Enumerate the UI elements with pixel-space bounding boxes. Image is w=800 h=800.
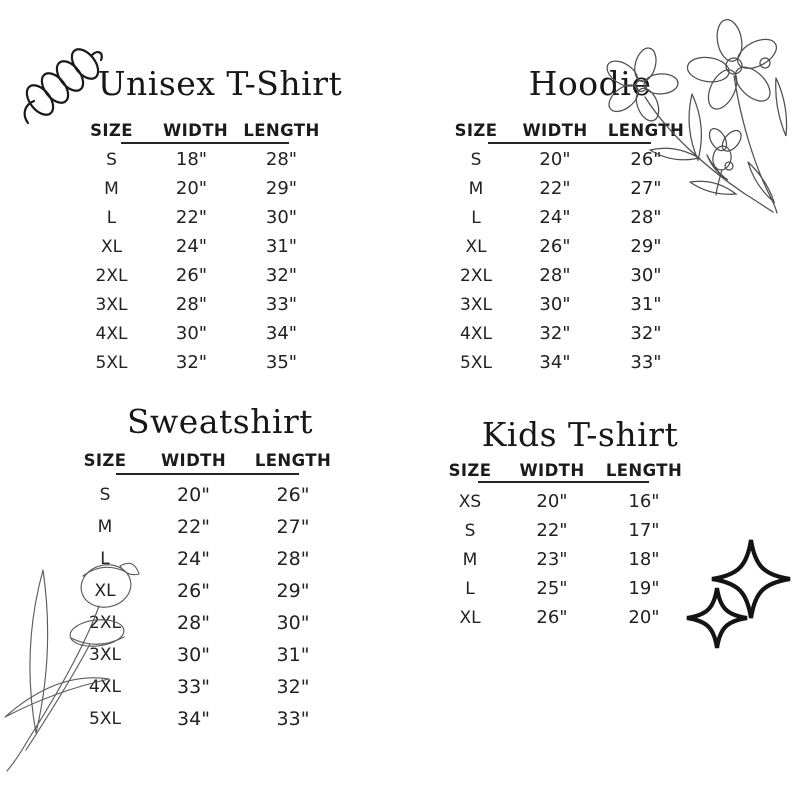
length-cell: 30" bbox=[276, 612, 310, 634]
table-header-row bbox=[430, 460, 750, 480]
size-cell: XL bbox=[100, 236, 123, 257]
size-row bbox=[60, 671, 380, 703]
table-header-row bbox=[60, 450, 380, 470]
length-cell: 26" bbox=[630, 149, 662, 170]
length-cell: 33" bbox=[630, 352, 662, 373]
size-row bbox=[60, 203, 380, 232]
width-cell: 20" bbox=[539, 149, 571, 170]
size-row bbox=[430, 574, 750, 603]
length-cell: 31" bbox=[265, 236, 298, 257]
width-cell: 20" bbox=[175, 178, 208, 199]
length-cell: 28" bbox=[630, 207, 662, 228]
size-cell: 5XL bbox=[89, 709, 121, 729]
table-title: Kids T-shirt bbox=[481, 415, 679, 454]
size-cell: L bbox=[471, 207, 481, 228]
length-cell: 30" bbox=[630, 265, 662, 286]
length-cell: 29" bbox=[630, 236, 662, 257]
width-cell: 22" bbox=[536, 520, 568, 541]
width-column-header: WIDTH bbox=[519, 460, 585, 480]
width-cell: 28" bbox=[175, 294, 208, 315]
length-cell: 26" bbox=[276, 484, 310, 506]
size-column-header: SIZE bbox=[83, 450, 127, 470]
size-cell: 4XL bbox=[95, 323, 128, 344]
length-cell: 27" bbox=[276, 516, 310, 538]
width-cell: 26" bbox=[536, 607, 568, 628]
size-cell: 2XL bbox=[89, 613, 121, 633]
length-cell: 32" bbox=[276, 676, 310, 698]
length-cell: 29" bbox=[276, 580, 310, 602]
width-cell: 26" bbox=[539, 236, 571, 257]
size-row bbox=[60, 639, 380, 671]
length-column-header: LENGTH bbox=[243, 120, 320, 140]
size-cell: S bbox=[470, 149, 482, 170]
width-cell: 24" bbox=[177, 548, 210, 570]
size-cell: S bbox=[464, 520, 476, 541]
size-row bbox=[430, 348, 750, 377]
length-cell: 27" bbox=[630, 178, 662, 199]
width-cell: 34" bbox=[177, 708, 210, 730]
length-cell: 31" bbox=[276, 644, 310, 666]
size-row bbox=[60, 348, 380, 377]
length-cell: 32" bbox=[265, 265, 298, 286]
width-cell: 30" bbox=[177, 644, 210, 666]
length-cell: 16" bbox=[628, 491, 660, 512]
size-row bbox=[430, 545, 750, 574]
size-row bbox=[60, 543, 380, 575]
size-cell: XL bbox=[459, 607, 481, 628]
header-underline bbox=[478, 481, 649, 483]
length-cell: 18" bbox=[628, 549, 660, 570]
size-row bbox=[60, 479, 380, 511]
table-rows bbox=[60, 479, 380, 735]
size-cell: S bbox=[106, 149, 117, 170]
size-cell: M bbox=[104, 178, 119, 199]
size-row bbox=[430, 290, 750, 319]
size-row bbox=[60, 290, 380, 319]
width-cell: 34" bbox=[539, 352, 571, 373]
width-cell: 26" bbox=[177, 580, 210, 602]
length-cell: 28" bbox=[276, 548, 310, 570]
length-column-header: LENGTH bbox=[607, 120, 685, 140]
header-underline bbox=[121, 142, 289, 144]
size-row bbox=[60, 145, 380, 174]
size-cell: 4XL bbox=[89, 677, 121, 697]
length-cell: 34" bbox=[265, 323, 298, 344]
length-cell: 28" bbox=[265, 149, 298, 170]
table-title: Sweatshirt bbox=[126, 402, 314, 441]
width-cell: 30" bbox=[539, 294, 571, 315]
size-cell: L bbox=[465, 578, 475, 599]
width-cell: 22" bbox=[177, 516, 210, 538]
table-rows bbox=[60, 145, 380, 377]
width-cell: 20" bbox=[177, 484, 210, 506]
length-cell: 33" bbox=[276, 708, 310, 730]
header-underline bbox=[116, 473, 299, 475]
width-cell: 25" bbox=[536, 578, 568, 599]
size-table-kids-t-shirt bbox=[430, 415, 750, 632]
width-column-header: WIDTH bbox=[163, 120, 229, 140]
width-cell: 32" bbox=[539, 323, 571, 344]
width-cell: 30" bbox=[175, 323, 208, 344]
size-row bbox=[430, 603, 750, 632]
size-cell: XL bbox=[465, 236, 487, 257]
size-row bbox=[430, 232, 750, 261]
size-row bbox=[430, 174, 750, 203]
width-cell: 28" bbox=[177, 612, 210, 634]
size-row bbox=[60, 261, 380, 290]
header-underline bbox=[488, 142, 651, 144]
size-cell: M bbox=[468, 178, 484, 199]
size-cell: 2XL bbox=[460, 265, 492, 286]
size-row bbox=[430, 319, 750, 348]
table-header-row bbox=[60, 120, 380, 140]
size-cell: 5XL bbox=[460, 352, 492, 373]
width-cell: 23" bbox=[536, 549, 568, 570]
length-cell: 17" bbox=[628, 520, 660, 541]
width-cell: 26" bbox=[175, 265, 208, 286]
size-cell: M bbox=[97, 517, 113, 537]
length-cell: 30" bbox=[265, 207, 298, 228]
table-header-row bbox=[430, 120, 750, 140]
size-row bbox=[60, 319, 380, 348]
length-cell: 31" bbox=[630, 294, 662, 315]
width-cell: 18" bbox=[175, 149, 208, 170]
length-column-header: LENGTH bbox=[605, 460, 683, 480]
size-table-hoodie bbox=[430, 62, 750, 377]
length-cell: 32" bbox=[630, 323, 662, 344]
size-cell: L bbox=[106, 207, 117, 228]
size-table-sweatshirt bbox=[60, 400, 380, 735]
length-cell: 29" bbox=[265, 178, 298, 199]
size-cell: XL bbox=[94, 581, 116, 601]
size-row bbox=[60, 703, 380, 735]
table-rows bbox=[430, 145, 750, 377]
size-cell: 2XL bbox=[95, 265, 128, 286]
size-cell: 5XL bbox=[95, 352, 128, 373]
width-column-header: WIDTH bbox=[160, 450, 227, 470]
table-rows bbox=[430, 487, 750, 632]
size-cell: M bbox=[462, 549, 478, 570]
size-cell: S bbox=[99, 485, 111, 505]
size-cell: L bbox=[100, 549, 110, 569]
width-cell: 33" bbox=[177, 676, 210, 698]
size-row bbox=[430, 261, 750, 290]
size-column-header: SIZE bbox=[90, 120, 133, 140]
size-row bbox=[60, 511, 380, 543]
size-row bbox=[430, 487, 750, 516]
length-column-header: LENGTH bbox=[254, 450, 332, 470]
length-cell: 19" bbox=[628, 578, 660, 599]
table-title: Unisex T-Shirt bbox=[97, 64, 343, 103]
size-cell: 3XL bbox=[95, 294, 128, 315]
width-column-header: WIDTH bbox=[522, 120, 588, 140]
size-row bbox=[430, 203, 750, 232]
width-cell: 32" bbox=[175, 352, 208, 373]
width-cell: 20" bbox=[536, 491, 568, 512]
width-cell: 22" bbox=[539, 178, 571, 199]
size-cell: 3XL bbox=[460, 294, 492, 315]
width-cell: 28" bbox=[539, 265, 571, 286]
size-cell: 3XL bbox=[89, 645, 121, 665]
size-column-header: SIZE bbox=[454, 120, 498, 140]
width-cell: 24" bbox=[175, 236, 208, 257]
size-column-header: SIZE bbox=[448, 460, 492, 480]
table-title: Hoodie bbox=[528, 64, 652, 103]
size-row bbox=[430, 145, 750, 174]
size-row bbox=[60, 575, 380, 607]
size-row bbox=[430, 516, 750, 545]
length-cell: 35" bbox=[265, 352, 298, 373]
size-cell: 4XL bbox=[460, 323, 492, 344]
size-row bbox=[60, 232, 380, 261]
width-cell: 24" bbox=[539, 207, 571, 228]
size-row bbox=[60, 607, 380, 639]
length-cell: 20" bbox=[628, 607, 660, 628]
size-table-unisex-t-shirt bbox=[60, 62, 380, 377]
size-cell: XS bbox=[458, 491, 482, 512]
length-cell: 33" bbox=[265, 294, 298, 315]
size-row bbox=[60, 174, 380, 203]
width-cell: 22" bbox=[175, 207, 208, 228]
